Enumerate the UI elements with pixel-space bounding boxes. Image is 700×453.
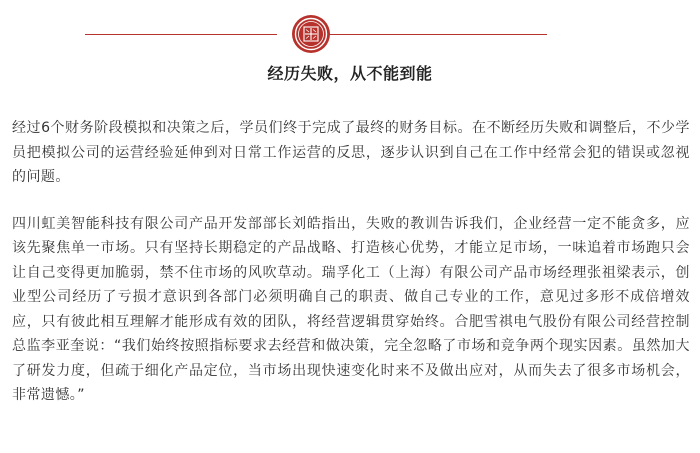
article-body — [12, 116, 690, 430]
header-divider-right — [328, 34, 547, 35]
header-divider-left — [85, 34, 277, 35]
section-title: 经历失败，从不能到能 — [267, 64, 433, 83]
section-header — [0, 0, 700, 64]
paragraph-2: 四川虹美智能科技有限公司产品开发部部长刘皓指出，失败的教训告诉我们，企业经营一定不能贪多，应该先聚焦单一市场。只有坚持长期稳定的产品战略、打造核心优势，才能立足市场，一味追着市场跑只会让自己变得更加脆弱，禁不住市场的风吹草动。瑞孚化工（上海）有限公司产品市场经理张祖梁表示，创业型公司经历了亏损才意识到各部门必须明确自己的职责、做自己专业的工作，意见过多形不成倍增效应，只有彼此相互理解才能形成有效的团队，将经营逻辑贯穿始终。合肥雪祺电气股份有限公司经营控制总监李亚奎说：“我们始终按照指标要求去经营和做决策，完全忽略了市场和竞争两个现实因素。虽然加大了研发力度，但疏于细化产品定位，当市场出现快速变化时来不及做出应对，从而失去了很多市场机会，非常遗憾。” — [12, 215, 690, 403]
seal-icon — [291, 14, 331, 54]
paragraph-1: 经过6个财务阶段模拟和决策之后，学员们终于完成了最终的财务目标。在不断经历失败和调整后，不少学员把模拟公司的运营经验延伸到对日常工作运营的反思，逐步认识到自己在工作中经常会犯的错误或忽视的问题。 — [12, 120, 690, 185]
